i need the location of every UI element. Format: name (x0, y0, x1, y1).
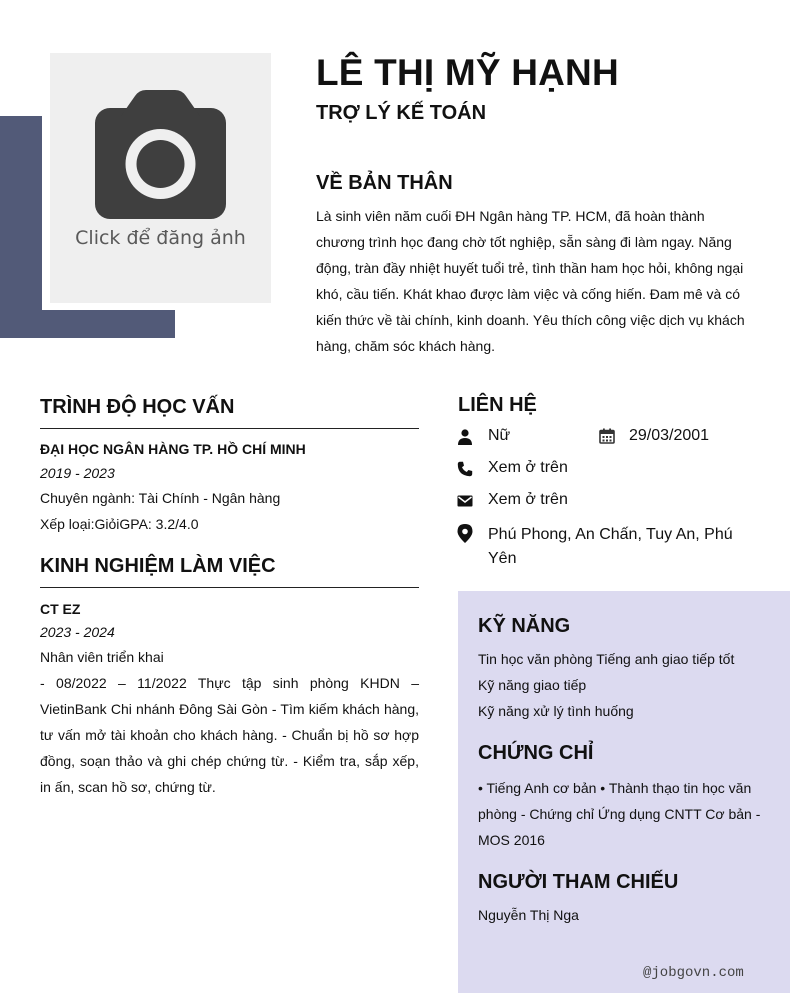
person-icon (457, 429, 473, 445)
mail-icon (457, 493, 473, 509)
about-text: Là sinh viên năm cuối ĐH Ngân hàng TP. HCM, đã hoàn thành chương trình học đang chờ tốt nghiệp, sẵn sàng đi làm ngay. Năng động, tràn đầy nhiệt huyết tuổi trẻ, tình thần ham học hỏi, không ngại khó, cầu tiến. Khát khao được làm việc và cống hiến. Đam mê và có kiến thức về tài chính, kinh doanh. Yêu thích công việc dịch vụ khách hàng, chăm sóc khách hàng. (316, 208, 745, 354)
education-school: ĐẠI HỌC NGÂN HÀNG TP. HỒ CHÍ MINH (40, 441, 306, 457)
skill-item: Kỹ năng giao tiếp (478, 677, 587, 693)
accent-bar (0, 116, 42, 338)
education-years: 2019 - 2023 (40, 465, 115, 481)
accent-bar-foot (0, 310, 175, 338)
photo-upload[interactable] (50, 53, 271, 303)
experience-years: 2023 - 2024 (40, 624, 115, 640)
contact-gender: Nữ (488, 427, 511, 444)
experience-company: CT EZ (40, 601, 81, 617)
contact-title: LIÊN HỆ (458, 394, 537, 416)
experience-description: - 08/2022 – 11/2022 Thực tập sinh phòng KHDN – VietinBank Chi nhánh Đông Sài Gòn - Tìm kiếm khách hàng, tư vấn mở tài khoản cho khách hàng. - Chuẩn bị hồ sơ hợp đồng, soạn thảo và ghi chép chứng từ. - Kiểm tra, sắp xếp, in ấn, scan hồ sơ, chứng từ. (40, 675, 419, 795)
contact-birthday: 29/03/2001 (629, 427, 710, 444)
experience-title: KINH NGHIỆM LÀM VIỆC (40, 555, 276, 577)
photo-caption: Click để đăng ảnh (75, 227, 246, 249)
skill-item: Tin học văn phòng Tiếng anh giao tiếp tốt (478, 651, 735, 667)
skill-item: Kỹ năng xử lý tình huống (478, 703, 634, 719)
phone-icon (457, 461, 473, 477)
education-major: Chuyên ngành: Tài Chính - Ngân hàng (40, 490, 281, 506)
about-title: VỀ BẢN THÂN (316, 172, 453, 194)
certificates-title: CHỨNG CHỈ (478, 742, 594, 764)
camera-icon (95, 90, 226, 219)
education-title: TRÌNH ĐỘ HỌC VẤN (40, 396, 235, 418)
calendar-icon (599, 428, 615, 444)
skills-title: KỸ NĂNG (478, 615, 571, 637)
watermark: @jobgovn.com (643, 965, 744, 981)
contact-email: Xem ở trên (488, 491, 568, 508)
education-divider (40, 428, 419, 429)
certificates-text: • Tiếng Anh cơ bản • Thành thạo tin học văn phòng - Chứng chỉ Ứng dụng CNTT Cơ bản - MOS 2016 (478, 780, 761, 848)
candidate-name: LÊ THỊ MỸ HẠNH (316, 52, 619, 93)
references-title: NGƯỜI THAM CHIẾU (478, 871, 679, 893)
education-grade: Xếp loại:GiỏiGPA: 3.2/4.0 (40, 516, 199, 532)
experience-divider (40, 587, 419, 588)
contact-phone: Xem ở trên (488, 459, 568, 476)
experience-role: Nhân viên triển khai (40, 649, 164, 665)
contact-address: Phú Phong, An Chấn, Tuy An, Phú Yên (488, 526, 733, 567)
location-pin-icon (457, 524, 473, 543)
job-title: TRỢ LÝ KẾ TOÁN (316, 102, 487, 124)
reference-name: Nguyễn Thị Nga (478, 907, 579, 923)
